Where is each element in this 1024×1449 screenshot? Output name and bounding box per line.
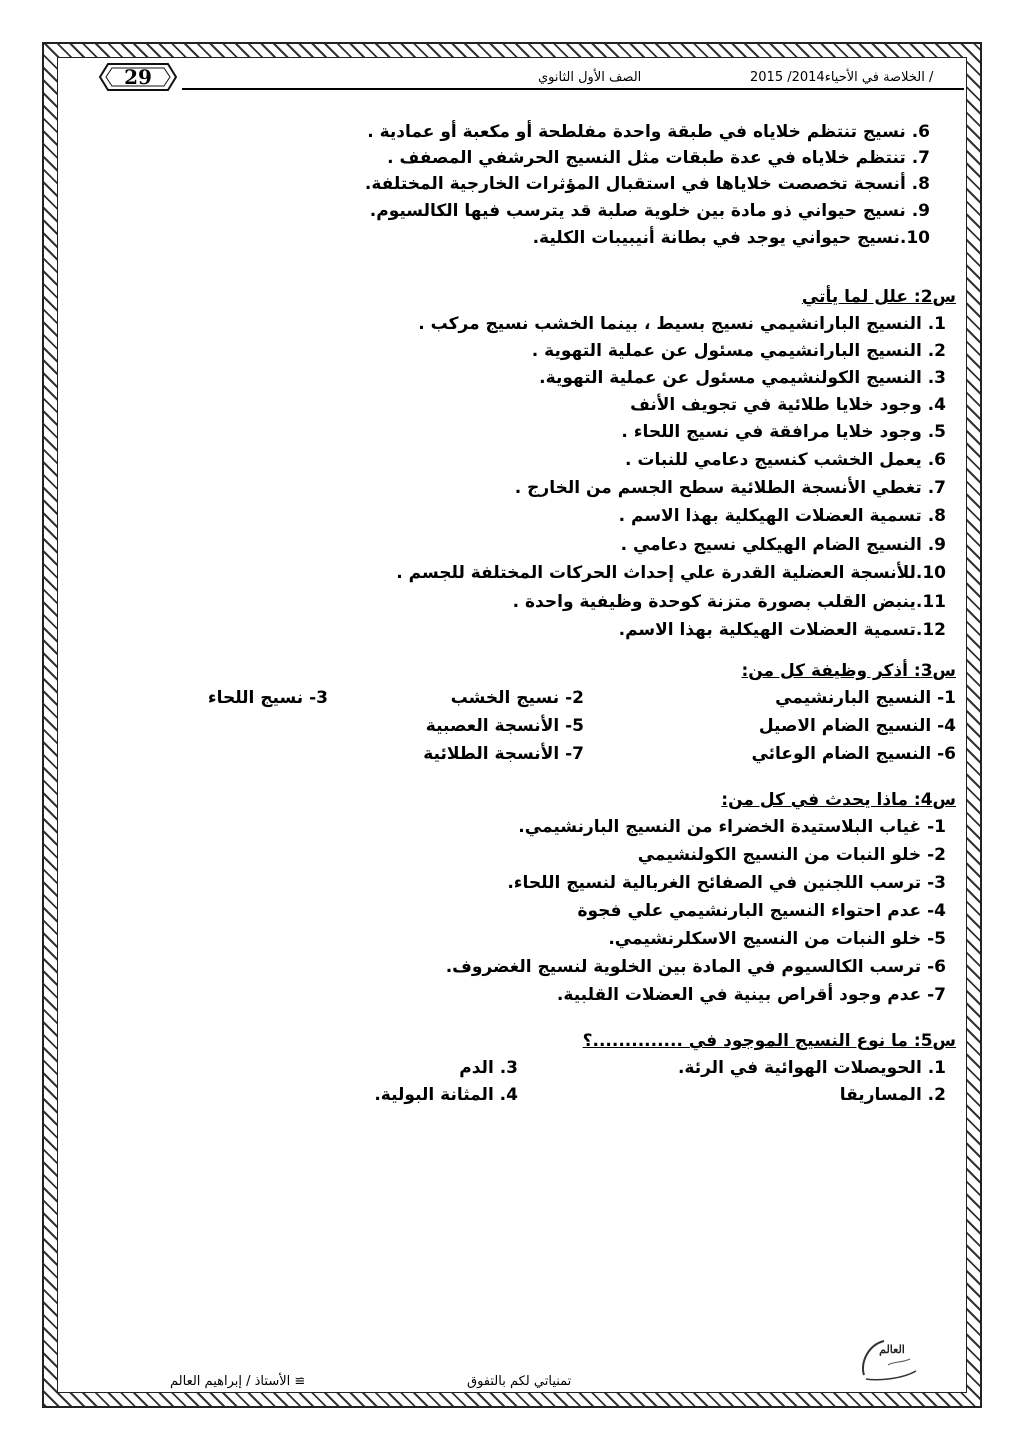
footer-teacher: ≅ الأستاذ / إبراهيم العالم xyxy=(170,1374,306,1389)
page-number-badge xyxy=(98,62,178,92)
list-item: 5. وجود خلايا مرافقة في نسيج اللحاء . xyxy=(621,422,946,442)
list-item: 7. تنتظم خلاياه في عدة طبقات مثل النسيج الحرشفي المصفف . xyxy=(387,148,930,168)
list-item: 8. تسمية العضلات الهيكلية بهذا الاسم . xyxy=(618,506,946,526)
header-title: / الخلاصة في الأحياء2014/ 2015 xyxy=(750,70,934,85)
svg-text:العالم: العالم xyxy=(879,1343,905,1356)
list-item: 12.تسمية العضلات الهيكلية بهذا الاسم. xyxy=(618,620,946,640)
list-item: 4. المثانة البولية. xyxy=(374,1085,518,1105)
list-item: 11.ينبض القلب بصورة متزنة كوحدة وظيفية واحدة . xyxy=(512,592,946,612)
list-item: 1. الحويصلات الهوائية في الرئة. xyxy=(677,1058,946,1078)
q2-title: س2: علل لما يأتي xyxy=(801,287,956,307)
list-item: 4. وجود خلايا طلائية في تجويف الأنف xyxy=(630,395,946,415)
footer-wish: تمنياتي لكم بالتفوق xyxy=(467,1374,572,1389)
header-grade: الصف الأول الثانوي xyxy=(538,70,642,85)
list-item: 3. الدم xyxy=(459,1058,518,1078)
header-rule xyxy=(182,88,964,90)
list-item: 6. يعمل الخشب كنسيج دعامي للنبات . xyxy=(624,450,946,470)
list-item: 6. نسيج تنتظم خلاياه في طبقة واحدة مفلطحة أو مكعبة أو عمادية . xyxy=(367,122,930,142)
list-item: 6- النسيج الضام الوعائي xyxy=(751,744,956,764)
list-item: 10.نسيج حيواني يوجد في بطانة أنيبيبات الكلية. xyxy=(532,228,930,248)
list-item: 2- نسيج الخشب xyxy=(450,688,584,708)
list-item: 2. النسيج البارانشيمي مسئول عن عملية التهوية . xyxy=(531,341,946,361)
q3-title: س3: أذكر وظيفة كل من: xyxy=(741,661,956,681)
page-number: 29 xyxy=(124,65,152,89)
list-item: 7- الأنسجة الطلائية xyxy=(423,744,584,764)
list-item: 10.للأنسجة العضلية القدرة علي إحداث الحركات المختلفة للجسم . xyxy=(396,563,946,583)
list-item: 4- عدم احتواء النسيج البارنشيمي علي فجوة xyxy=(577,901,946,921)
q5-title: س5: ما نوع النسيج الموجود في ..............؟ xyxy=(582,1031,956,1051)
list-item: 6- ترسب الكالسيوم في المادة بين الخلوية لنسيج الغضروف. xyxy=(445,957,946,977)
list-item: 3. النسيج الكولنشيمي مسئول عن عملية التهوية. xyxy=(539,368,946,388)
list-item: 1- غياب البلاستيدة الخضراء من النسيج البارنشيمي. xyxy=(518,817,946,837)
list-item: 7- عدم وجود أقراص بينية في العضلات القلبية. xyxy=(556,985,946,1005)
list-item: 9. النسيج الضام الهيكلي نسيج دعامي . xyxy=(620,535,946,555)
list-item: 5- خلو النبات من النسيج الاسكلرنشيمي. xyxy=(608,929,946,949)
list-item: 7. تغطي الأنسجة الطلائية سطح الجسم من الخارج . xyxy=(514,478,946,498)
q4-title: س4: ماذا يحدث في كل من: xyxy=(721,790,956,810)
signature-logo-icon xyxy=(858,1335,920,1383)
list-item: 4- النسيج الضام الاصيل xyxy=(758,716,956,736)
author-logo xyxy=(858,1335,920,1383)
list-item: 2. المساريقا xyxy=(839,1085,946,1105)
list-item: 3- ترسب اللجنين في الصفائح الغربالية لنسيج اللحاء. xyxy=(507,873,946,893)
list-item: 1. النسيج البارانشيمي نسيج بسيط ، بينما الخشب نسيج مركب . xyxy=(418,314,946,334)
list-item: 1- النسيج البارنشيمي xyxy=(775,688,956,708)
list-item: 2- خلو النبات من النسيج الكولنشيمي xyxy=(637,845,946,865)
list-item: 5- الأنسجة العصبية xyxy=(425,716,584,736)
list-item: 9. نسيج حيواني ذو مادة بين خلوية صلبة قد يترسب فيها الكالسيوم. xyxy=(369,201,930,221)
list-item: 3- نسيج اللحاء xyxy=(207,688,328,708)
list-item: 8. أنسجة تخصصت خلاياها في استقبال المؤثرات الخارجية المختلفة. xyxy=(364,174,930,194)
